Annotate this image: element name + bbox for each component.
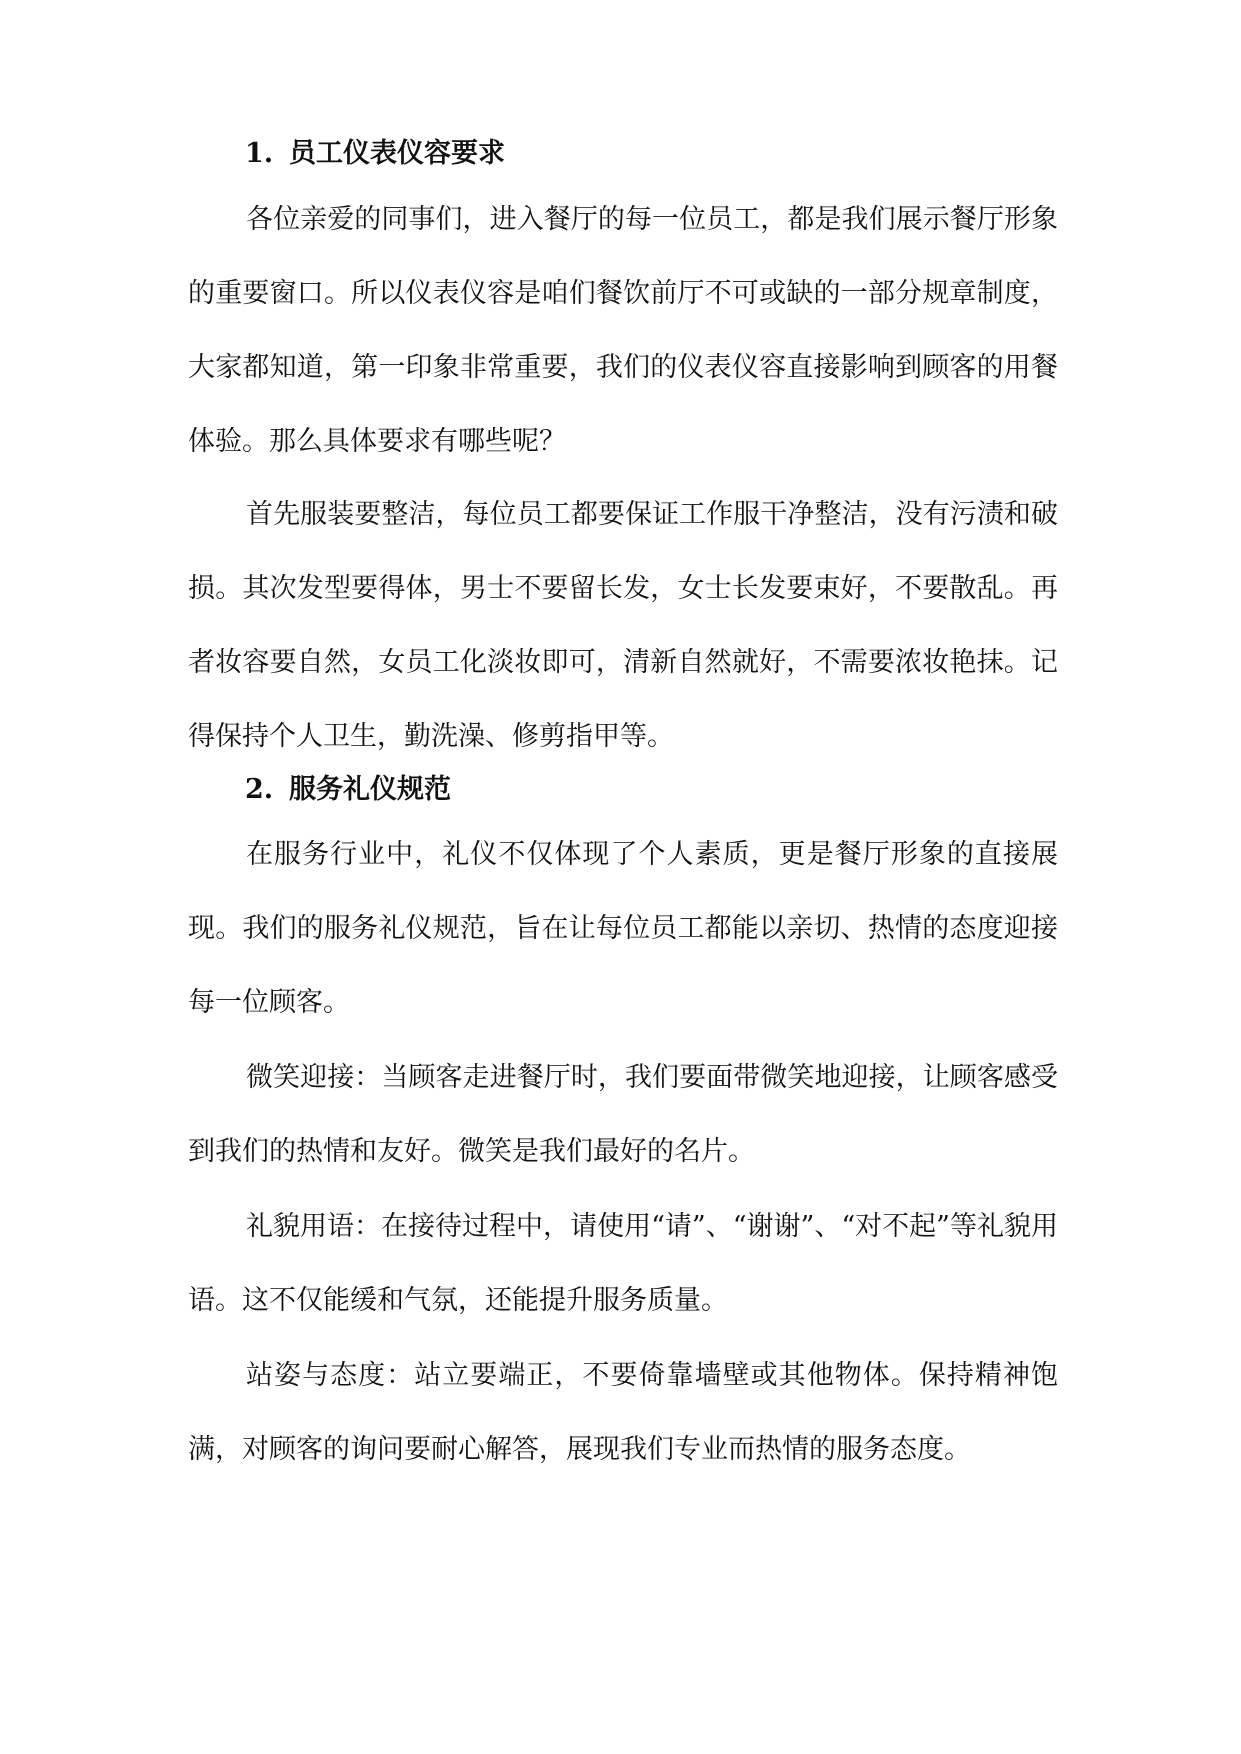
section-title: 服务礼仪规范 xyxy=(289,774,451,805)
section-heading-2 xyxy=(245,770,451,810)
paragraph: 在服务行业中，礼仪不仅体现了个人素质，更是餐厅形象的直接展现。我们的服务礼仪规范，旨在让每位员工都能以亲切、热情的态度迎接每一位顾客。 xyxy=(188,839,1058,1018)
paragraph: 微笑迎接：当顾客走进餐厅时，我们要面带微笑地迎接，让顾客感受到我们的热情和友好。微笑是我们最好的名片。 xyxy=(188,1062,1058,1167)
paragraph: 各位亲爱的同事们，进入餐厅的每一位员工，都是我们展示餐厅形象的重要窗口。所以仪表仪容是咱们餐饮前厅不可或缺的一部分规章制度，大家都知道，第一印象非常重要，我们的仪表仪容直接影响到顾客的用餐体验。那么具体要求有哪些呢？ xyxy=(188,204,1058,457)
section-title: 员工仪表仪容要求 xyxy=(289,138,505,169)
paragraph: 站姿与态度：站立要端正，不要倚靠墙壁或其他物体。保持精神饱满，对顾客的询问要耐心解答，展现我们专业而热情的服务态度。 xyxy=(188,1360,1058,1465)
paragraph: 首先服装要整洁，每位员工都要保证工作服干净整洁，没有污渍和破损。其次发型要得体，男士不要留长发，女士长发要束好，不要散乱。再者妆容要自然，女员工化淡妆即可，清新自然就好，不需要浓妆艳抹。记得保持个人卫生，勤洗澡、修剪指甲等。 xyxy=(188,499,1058,752)
section-heading-1 xyxy=(245,134,505,174)
paragraph: 礼貌用语：在接待过程中，请使用“请”、“谢谢”、“对不起”等礼貌用语。这不仅能缓和气氛，还能提升服务质量。 xyxy=(188,1211,1058,1316)
section-number: 2. xyxy=(245,774,274,805)
section-number: 1. xyxy=(245,138,274,169)
